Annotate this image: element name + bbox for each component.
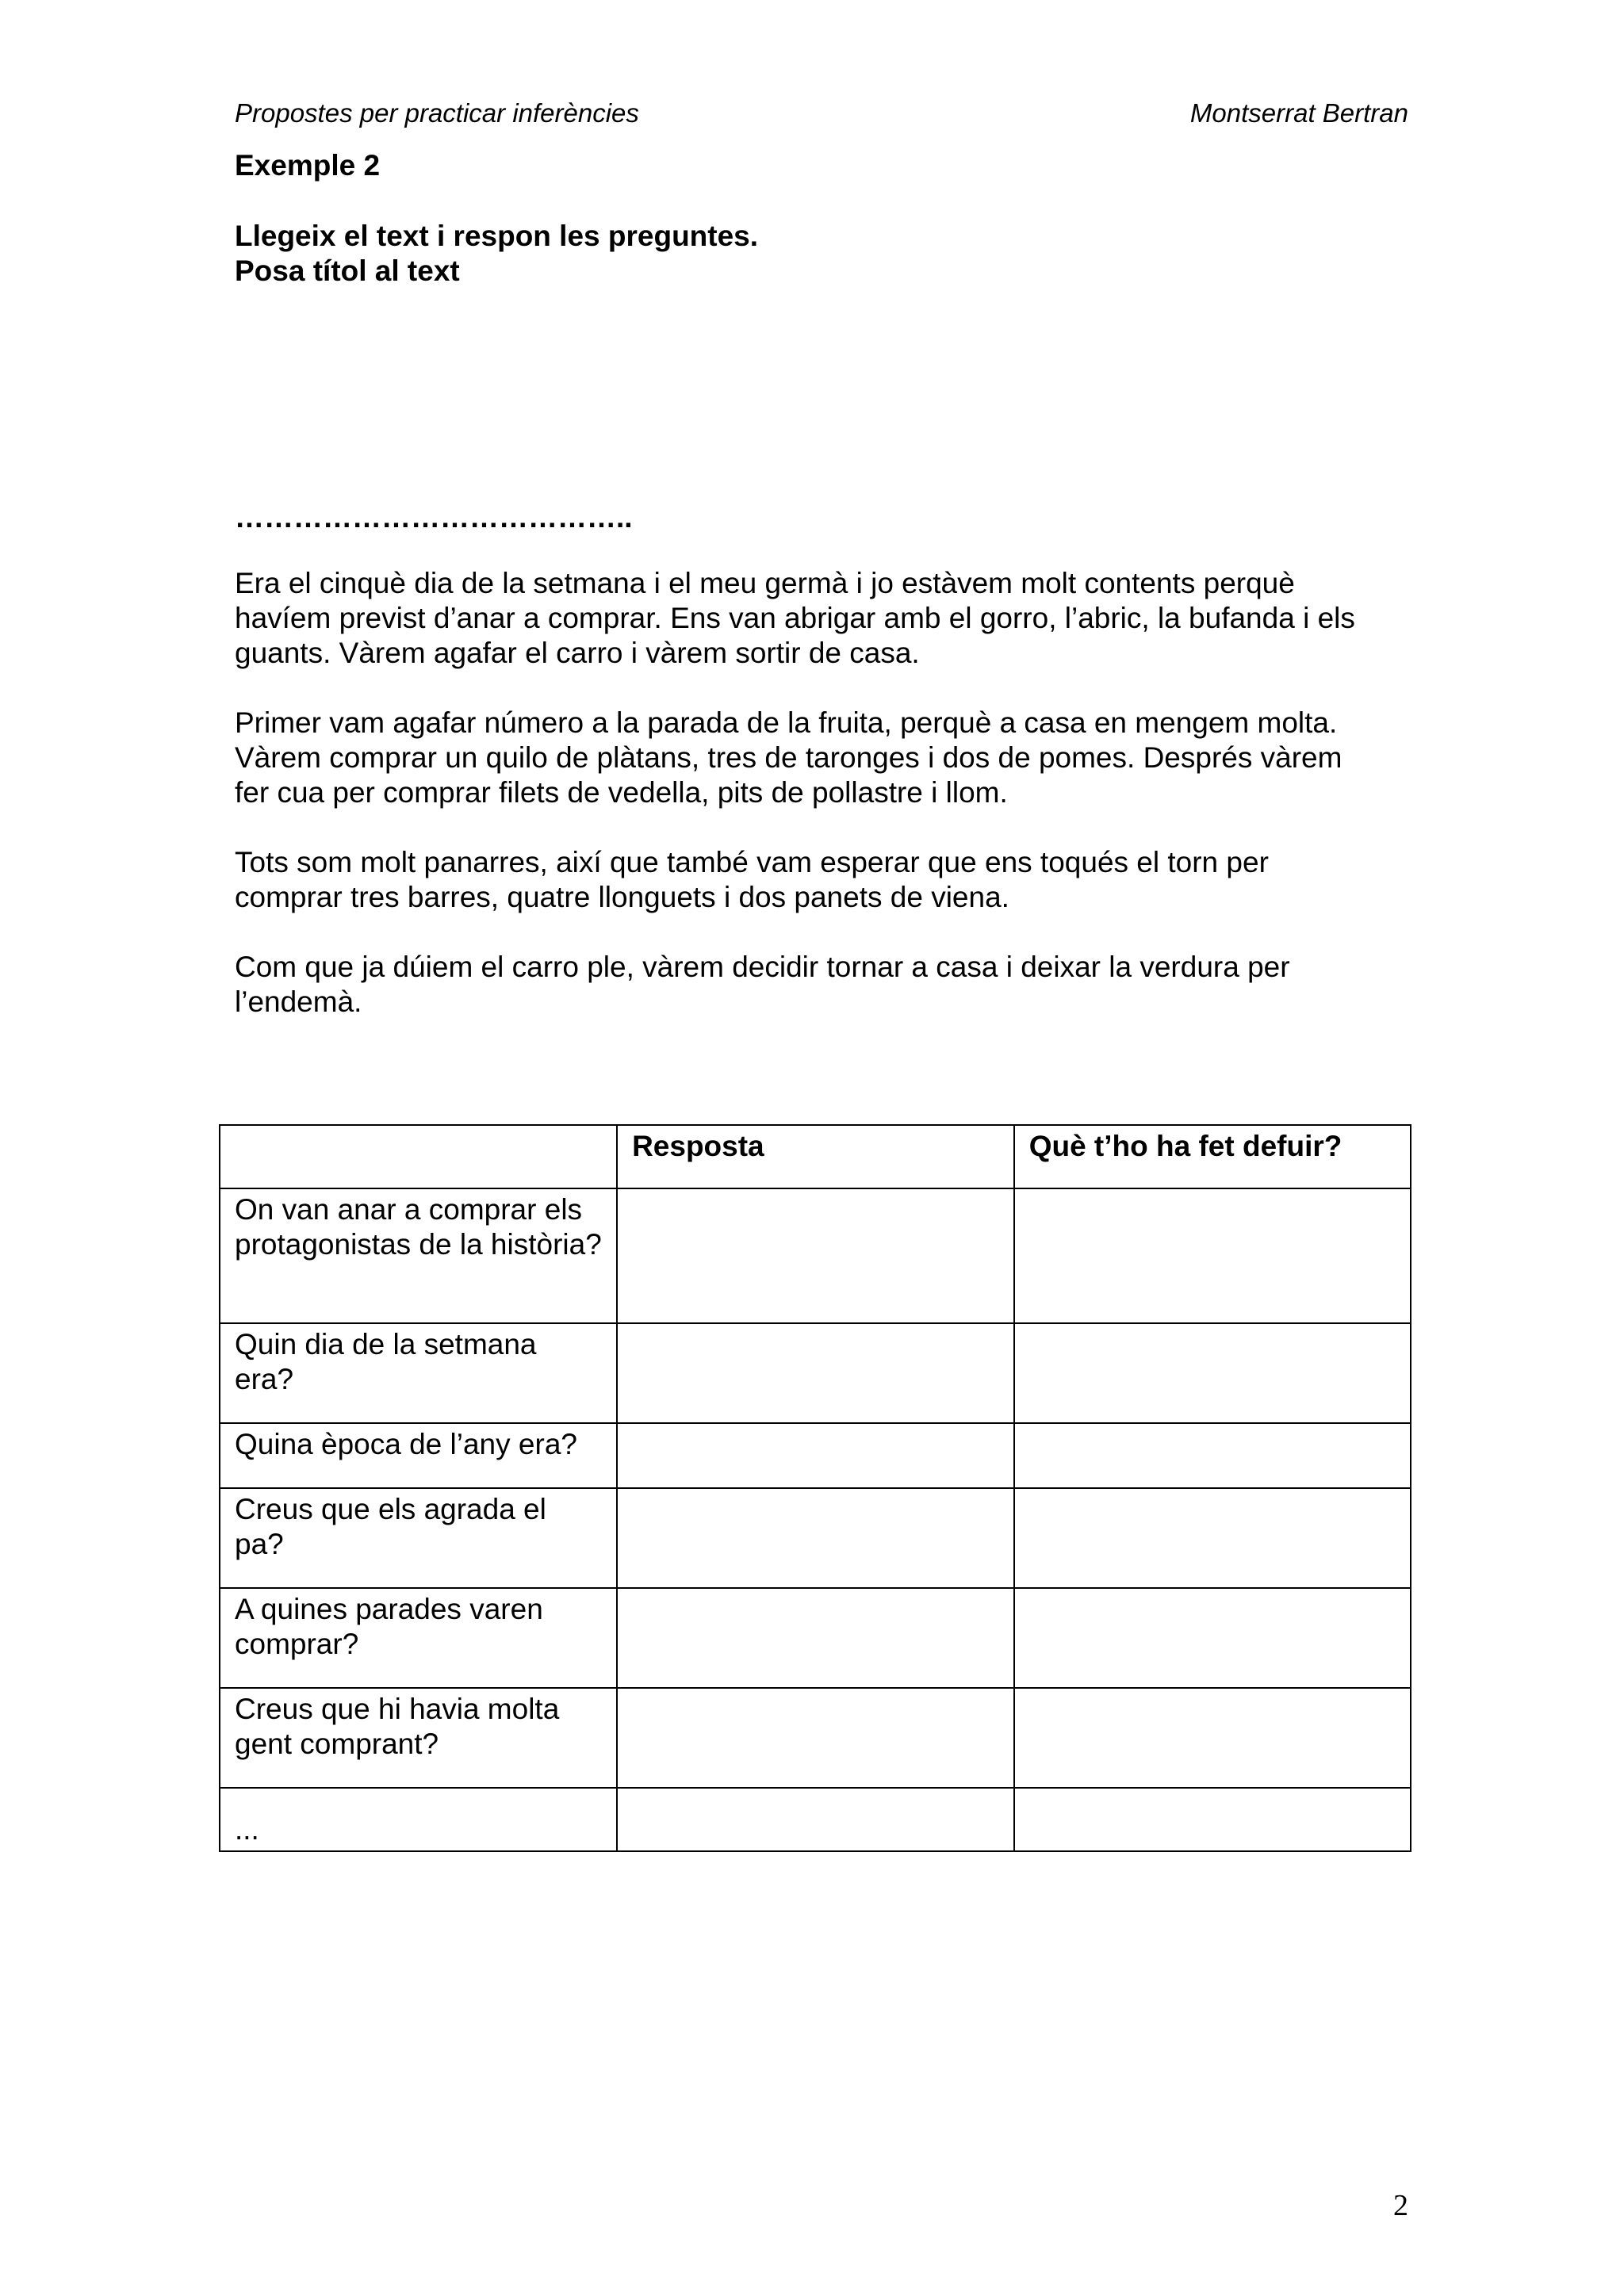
reason-cell[interactable]	[1014, 1488, 1411, 1588]
question-cell: Quina època de l’any era?	[220, 1423, 617, 1488]
header-cell-answer: Resposta	[617, 1125, 1014, 1188]
question-cell: On van anar a comprar els protagonistas de la història?	[220, 1188, 617, 1323]
instructions	[235, 219, 758, 289]
questions-table	[219, 1124, 1411, 1852]
answer-cell[interactable]	[617, 1423, 1014, 1488]
question-cell: Quin dia de la setmana era?	[220, 1323, 617, 1423]
question-cell: ...	[220, 1788, 617, 1851]
table-row	[220, 1588, 1411, 1688]
story-paragraph: Tots som molt panarres, així que també vam esperar que ens toqués el torn per comprar tres barres, quatre llonguets i dos panets de viena.	[235, 846, 1269, 913]
table-header-row	[220, 1125, 1411, 1188]
page-number: 2	[1393, 2189, 1408, 2222]
header-cell-reason: Què t’ho ha fet defuir?	[1014, 1125, 1411, 1188]
reason-cell[interactable]	[1014, 1188, 1411, 1323]
story-text	[235, 566, 1424, 1054]
story-paragraph: Com que ja dúiem el carro ple, vàrem decidir tornar a casa i deixar la verdura per l’endemà.	[235, 951, 1290, 1018]
question-cell: A quines parades varen comprar?	[220, 1588, 617, 1688]
instruction-line: Llegeix el text i respon les preguntes.	[235, 220, 759, 252]
header-cell-question	[220, 1125, 617, 1188]
reason-cell[interactable]	[1014, 1688, 1411, 1788]
table-row	[220, 1423, 1411, 1488]
table-row	[220, 1488, 1411, 1588]
answer-cell[interactable]	[617, 1688, 1014, 1788]
answer-cell[interactable]	[617, 1488, 1014, 1588]
example-title: Exemple 2	[235, 149, 381, 182]
answer-cell[interactable]	[617, 1188, 1014, 1323]
reason-cell[interactable]	[1014, 1423, 1411, 1488]
header-author: Montserrat Bertran	[1189, 98, 1408, 128]
table-row	[220, 1788, 1411, 1851]
answer-cell[interactable]	[617, 1788, 1014, 1851]
instruction-line: Posa títol al text	[235, 254, 460, 287]
title-blank-line: …………………………………..	[235, 501, 633, 534]
reason-cell[interactable]	[1014, 1588, 1411, 1688]
table-row	[220, 1323, 1411, 1423]
table-row	[220, 1688, 1411, 1788]
reason-cell[interactable]	[1014, 1323, 1411, 1423]
question-cell: Creus que hi havia molta gent comprant?	[220, 1688, 617, 1788]
story-paragraph: Era el cinquè dia de la setmana i el meu germà i jo estàvem molt contents perquè havíem previst d’anar a comprar. Ens van abrigar amb el gorro, l’abric, la bufanda i els guants. Vàrem agafar el carro i vàrem sortir de casa.	[235, 567, 1355, 669]
table-row	[220, 1188, 1411, 1323]
header-subject: Propostes per practicar inferències	[235, 98, 639, 128]
answer-cell[interactable]	[617, 1323, 1014, 1423]
reason-cell[interactable]	[1014, 1788, 1411, 1851]
answer-cell[interactable]	[617, 1588, 1014, 1688]
question-cell: Creus que els agrada el pa?	[220, 1488, 617, 1588]
story-paragraph: Primer vam agafar número a la parada de la fruita, perquè a casa en mengem molta. Vàrem comprar un quilo de plàtans, tres de taronges i dos de pomes. Després vàrem fer cua per comprar filets de vedella, pits de pollastre i llom.	[235, 706, 1342, 809]
